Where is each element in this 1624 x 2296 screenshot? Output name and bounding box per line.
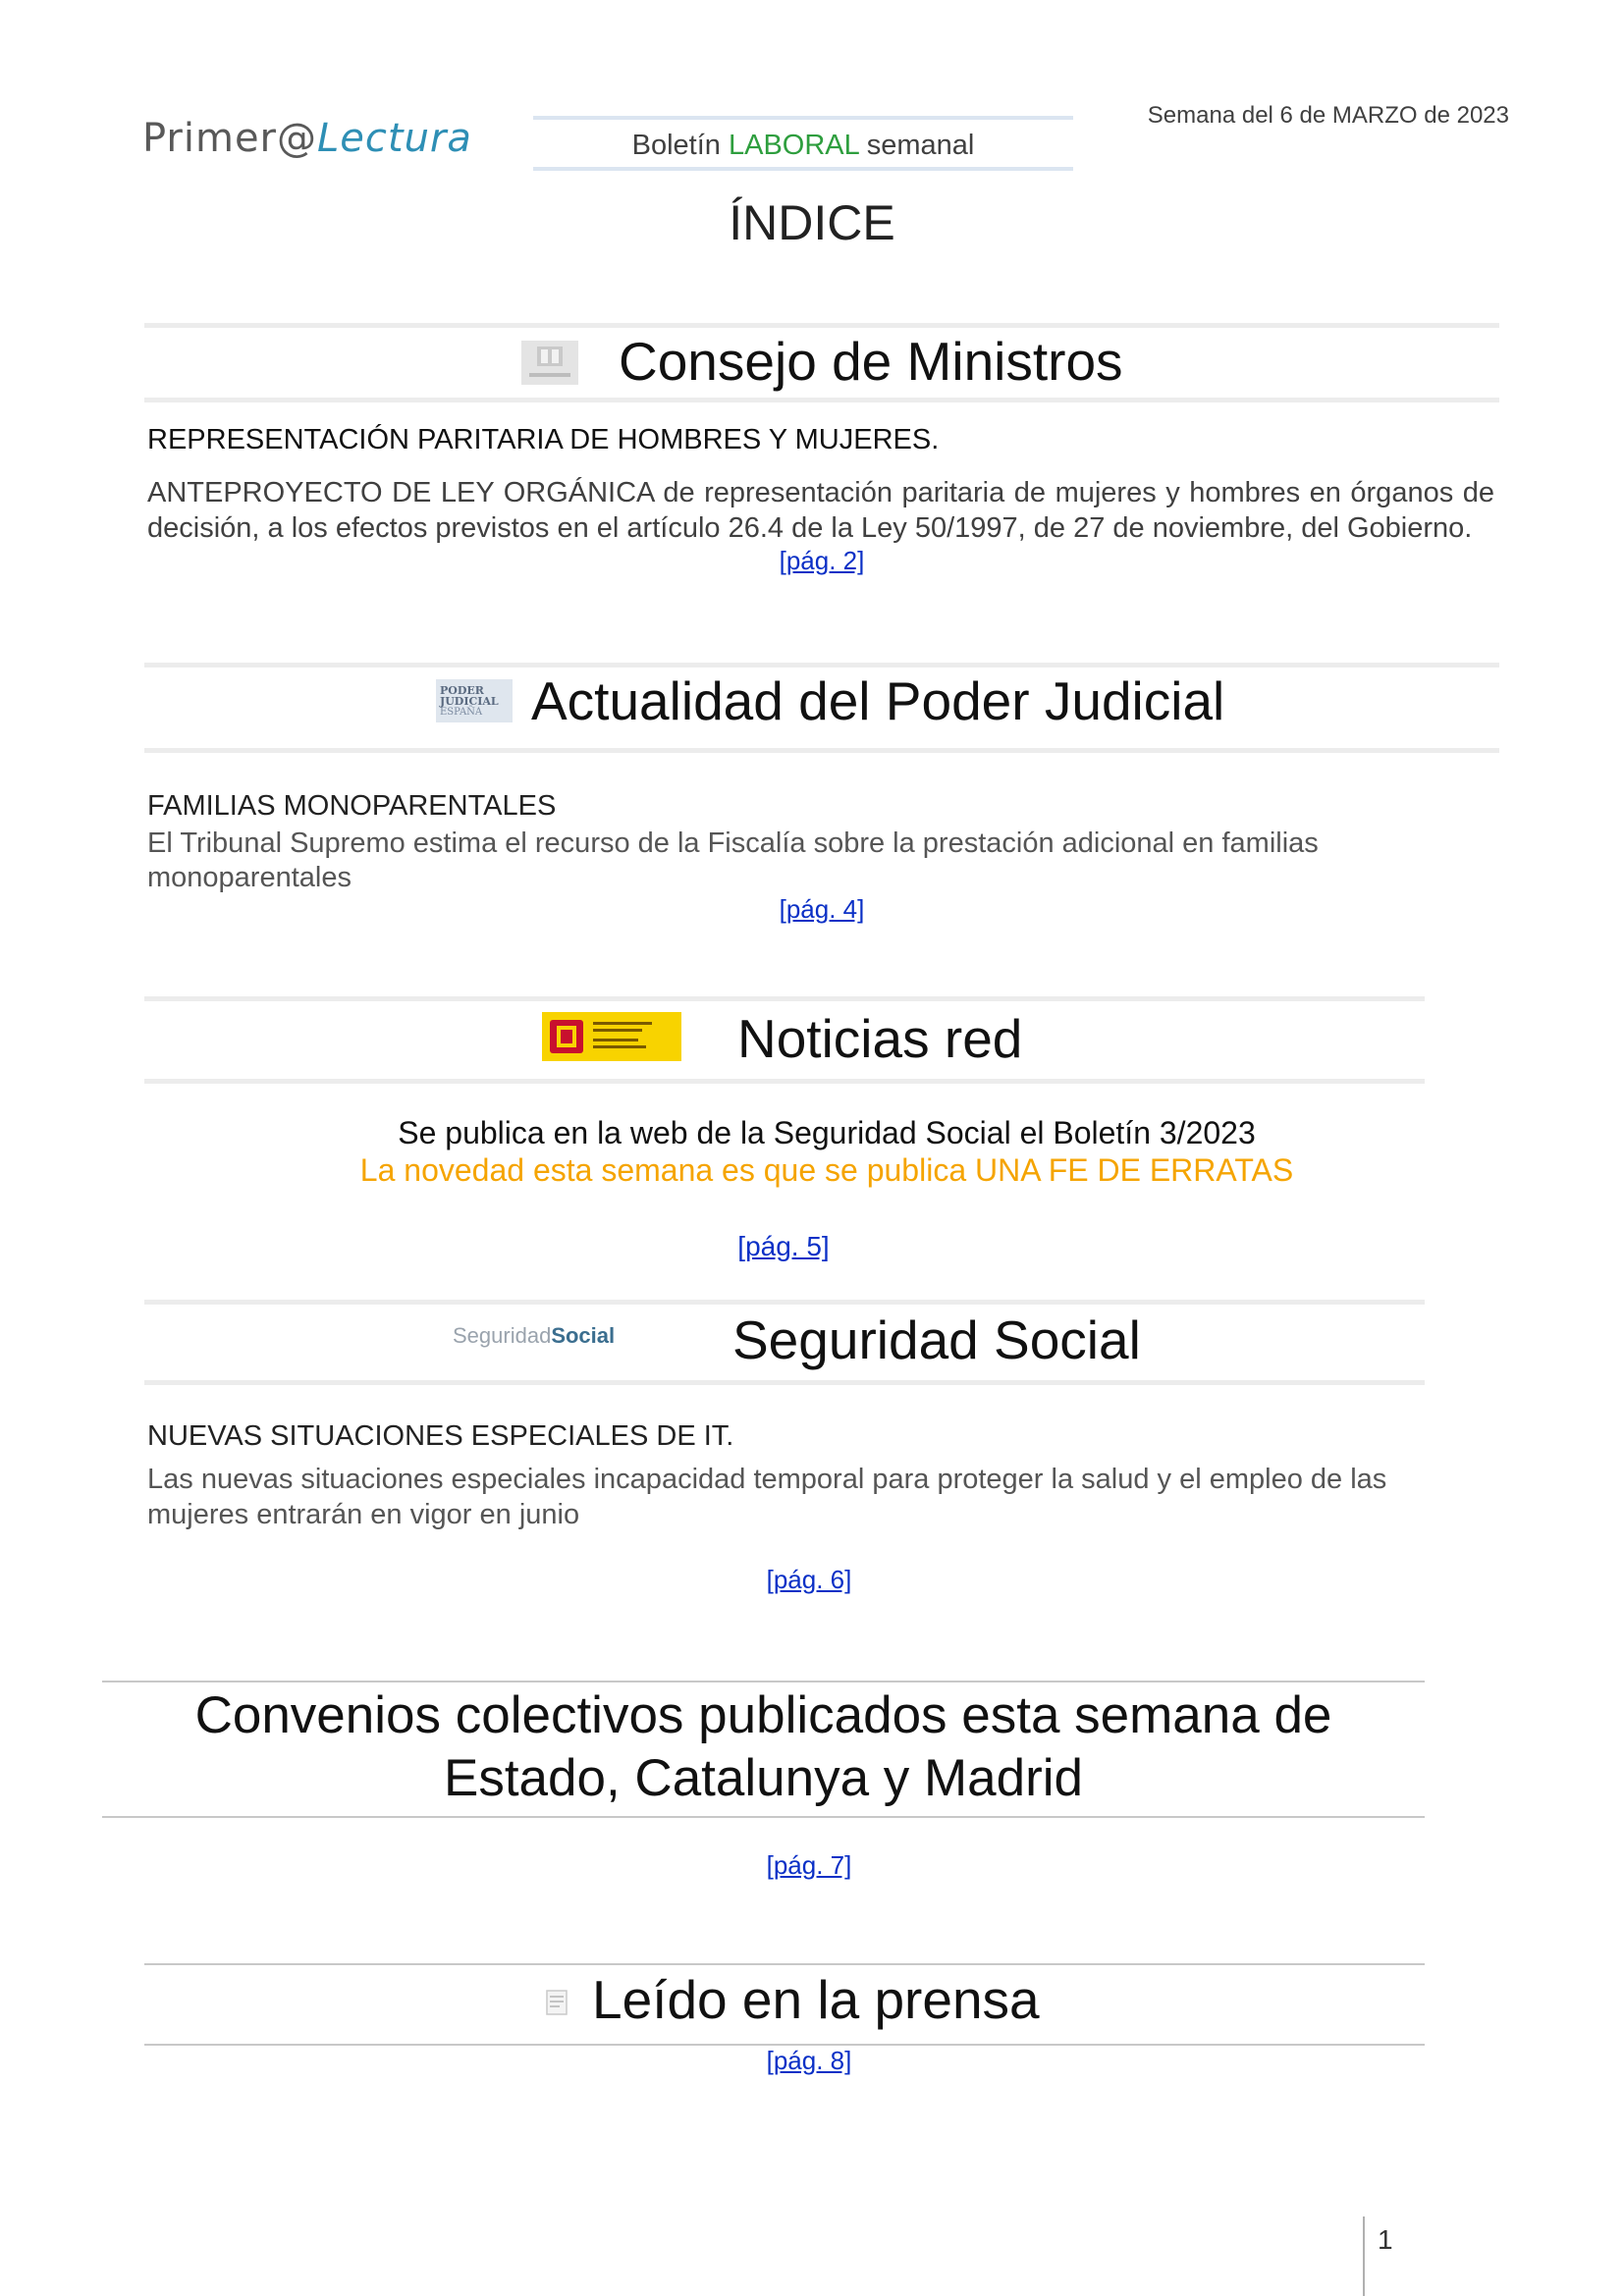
brand-logo (142, 116, 472, 161)
week-date: Semana del 6 de MARZO de 2023 (1147, 102, 1509, 129)
section-title-convenios (102, 1684, 1425, 1810)
section-divider (144, 1963, 1425, 1965)
seguridad-subhead: NUEVAS SITUACIONES ESPECIALES DE IT. (147, 1420, 734, 1452)
page-number: 1 (1378, 2224, 1393, 2255)
judicial-page-link[interactable]: [pág. 4] (779, 894, 865, 924)
seguridad-page-link[interactable]: [pág. 6] (766, 1565, 852, 1594)
bulletin-highlight: LABORAL (728, 130, 859, 161)
newspaper-icon (546, 1990, 568, 2015)
consejo-body: ANTEPROYECTO DE LEY ORGÁNICA de representación paritaria de mujeres y hombres en órganos de decisión, a los efectos previstos en el artículo 26.4 de la Ley 50/1997, de 27 de noviembre, del Gobierno. (147, 477, 1494, 544)
bulletin-suffix: semanal (858, 130, 975, 161)
section-divider (144, 996, 1425, 1001)
noticias-line1: Se publica en la web de la Seguridad Social el Boletín 3/2023 (398, 1115, 1256, 1150)
bulletin-prefix: Boletín (631, 130, 729, 161)
ss-logo-bold: Social (551, 1323, 616, 1348)
section-divider (144, 323, 1499, 328)
bulletin-label (533, 116, 1073, 171)
prensa-page-link[interactable]: [pág. 8] (766, 2046, 852, 2075)
section-divider (144, 663, 1499, 667)
section-title-consejo: Consejo de Ministros (619, 331, 1123, 392)
judicial-subhead: FAMILIAS MONOPARENTALES (147, 790, 557, 822)
ss-logo-light: Seguridad (453, 1323, 552, 1348)
consejo-page-link[interactable]: [pág. 2] (779, 546, 865, 575)
ministry-coat-of-arms-icon (542, 1012, 681, 1061)
judicial-logo-line3: ESPAÑA (440, 706, 483, 718)
section-divider (144, 748, 1499, 753)
convenios-title-line1: Convenios colectivos publicados esta semana de (194, 1686, 1332, 1744)
brand-part2: Lectura (317, 116, 472, 161)
section-divider (144, 1300, 1425, 1305)
seguridad-social-logo-icon (453, 1323, 615, 1349)
section-divider (144, 398, 1499, 402)
section-title-prensa: Leído en la prensa (592, 1969, 1040, 2030)
footer-divider (1363, 2216, 1365, 2296)
section-title-seguridad: Seguridad Social (732, 1309, 1141, 1370)
section-divider (144, 1079, 1425, 1084)
section-divider (102, 1816, 1425, 1818)
section-divider (102, 1681, 1425, 1682)
convenios-title-line2: Estado, Catalunya y Madrid (443, 1749, 1084, 1807)
convenios-page-link[interactable]: [pág. 7] (766, 1850, 852, 1880)
section-title-noticias: Noticias red (737, 1008, 1023, 1069)
section-title-judicial: Actualidad del Poder Judicial (531, 670, 1225, 731)
judicial-body: El Tribunal Supremo estima el recurso de la Fiscalía sobre la prestación adicional en familias monoparentales (147, 828, 1319, 893)
judicial-logo-line1: PODER (440, 683, 484, 697)
index-title: ÍNDICE (729, 195, 895, 250)
consejo-subhead: REPRESENTACIÓN PARITARIA DE HOMBRES Y MUJERES. (147, 424, 940, 455)
noticias-page-link[interactable]: [pág. 5] (737, 1231, 830, 1261)
poder-judicial-logo-icon (436, 679, 513, 722)
noticias-line2: La novedad esta semana es que se publica UNA FE DE ERRATAS (359, 1152, 1294, 1188)
brand-part1: Primer@ (142, 116, 317, 161)
seguridad-body: Las nuevas situaciones especiales incapacidad temporal para proteger la salud y el empleo de las mujeres entrarán en vigor en junio (147, 1464, 1387, 1530)
judicial-logo-line2: JUDICIAL (440, 694, 499, 708)
section-divider (144, 1380, 1425, 1385)
government-logo-icon (521, 341, 578, 385)
